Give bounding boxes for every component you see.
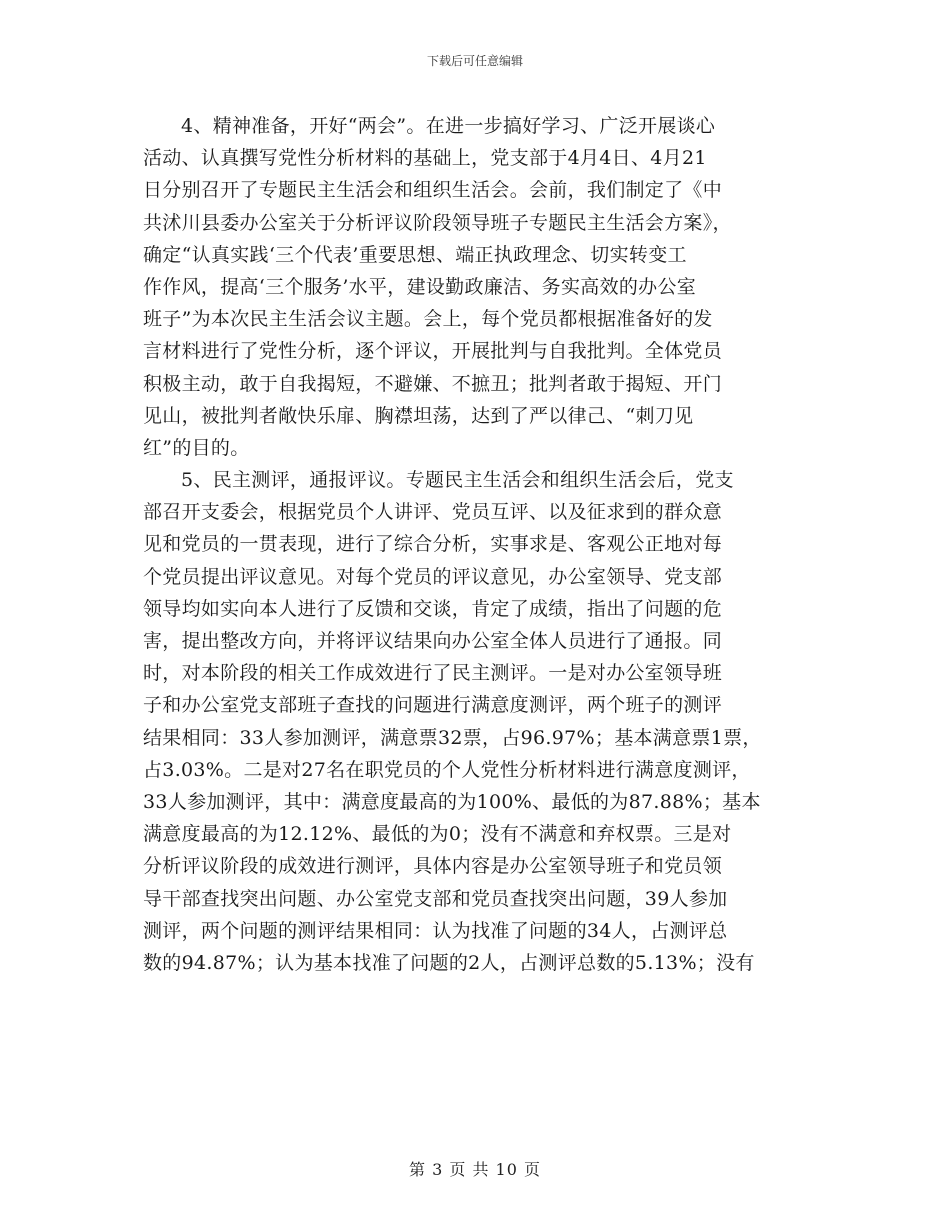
text-line: 言材料进行了党性分析，逐个评议，开展批判与自我批判。全体党员 — [143, 340, 723, 363]
text-line: 5、民主测评，通报评议。专题民主生活会和组织生活会后，党支 — [181, 469, 734, 492]
text-line: 占3.03%。二是对27名在职党员的个人党性分析材料进行满意度测评， — [143, 758, 751, 781]
page-footer: 第 3 页 共 10 页 — [409, 1160, 541, 1179]
text-line: 害，提出整改方向，并将评议结果向办公室全体人员进行了通报。同 — [143, 630, 723, 652]
text-line: 共沭川县委办公室关于分析评议阶段领导班子专题民主生活会方案》， — [143, 211, 732, 234]
text-line: 班子”为本次民主生活会议主题。会上，每个党员都根据准备好的发 — [143, 308, 713, 331]
text-line: 分析评议阶段的成效进行测评，具体内容是办公室领导班子和党员领 — [143, 855, 723, 878]
text-line: 见山，被批判者敞快乐扉、胸襟坦荡，达到了严以律己、“刺刀见 — [143, 404, 694, 427]
text-line: 数的94.87%；认为基本找准了问题的2人，占测评总数的5.13%；没有 — [143, 951, 755, 974]
text-line: 作作风，提高‘三个服务’水平，建设勤政廉洁、务实高效的办公室 — [143, 275, 697, 298]
text-line: 积极主动，敢于自我揭短，不避嫌、不摭丑；批判者敢于揭短、开门 — [143, 372, 723, 395]
text-line: 子和办公室党支部班子查找的问题进行满意度测评，两个班子的测评 — [143, 694, 723, 717]
text-line: 领导均如实向本人进行了反馈和交谈，肯定了成绩，指出了问题的危 — [143, 597, 723, 620]
text-line: 个党员提出评议意见。对每个党员的评议意见，办公室领导、党支部 — [143, 565, 723, 588]
text-line: 测评，两个问题的测评结果相同：认为找准了问题的34人，占测评总 — [143, 919, 728, 942]
text-line: 见和党员的一贯表现，进行了综合分析，实事求是、客观公正地对每 — [143, 533, 723, 556]
text-line: 4、精神准备，开好“两会”。在进一步搞好学习、广泛开展谈心 — [181, 115, 716, 137]
page-header: 下载后可任意编辑 — [426, 54, 523, 68]
text-line: 时，对本阶段的相关工作成效进行了民主测评。一是对办公室领导班 — [143, 662, 723, 685]
text-line: 33人参加测评，其中：满意度最高的为100%、最低的为87.88%；基本 — [143, 790, 761, 813]
text-line: 红”的目的。 — [143, 436, 250, 459]
text-line: 满意度最高的为12.12%、最低的为0；没有不满意和弃权票。三是对 — [143, 823, 732, 846]
document-body — [143, 110, 808, 979]
text-line: 确定“认真实践‘三个代表’重要思想、端正执政理念、切实转变工 — [143, 243, 687, 266]
text-line: 部召开支委会，根据党员个人讲评、党员互评、以及征求到的群众意 — [143, 501, 723, 524]
text-line: 导干部查找突出问题、办公室党支部和党员查找突出问题，39人参加 — [143, 887, 728, 910]
text-line: 结果相同：33人参加测评，满意票32票，占96.97%；基本满意票1票， — [143, 726, 762, 749]
text-line: 活动、认真撰写党性分析材料的基础上，党支部于4月4日、4月21 — [143, 147, 707, 170]
text-line: 日分别召开了专题民主生活会和组织生活会。会前，我们制定了《中 — [143, 179, 723, 202]
